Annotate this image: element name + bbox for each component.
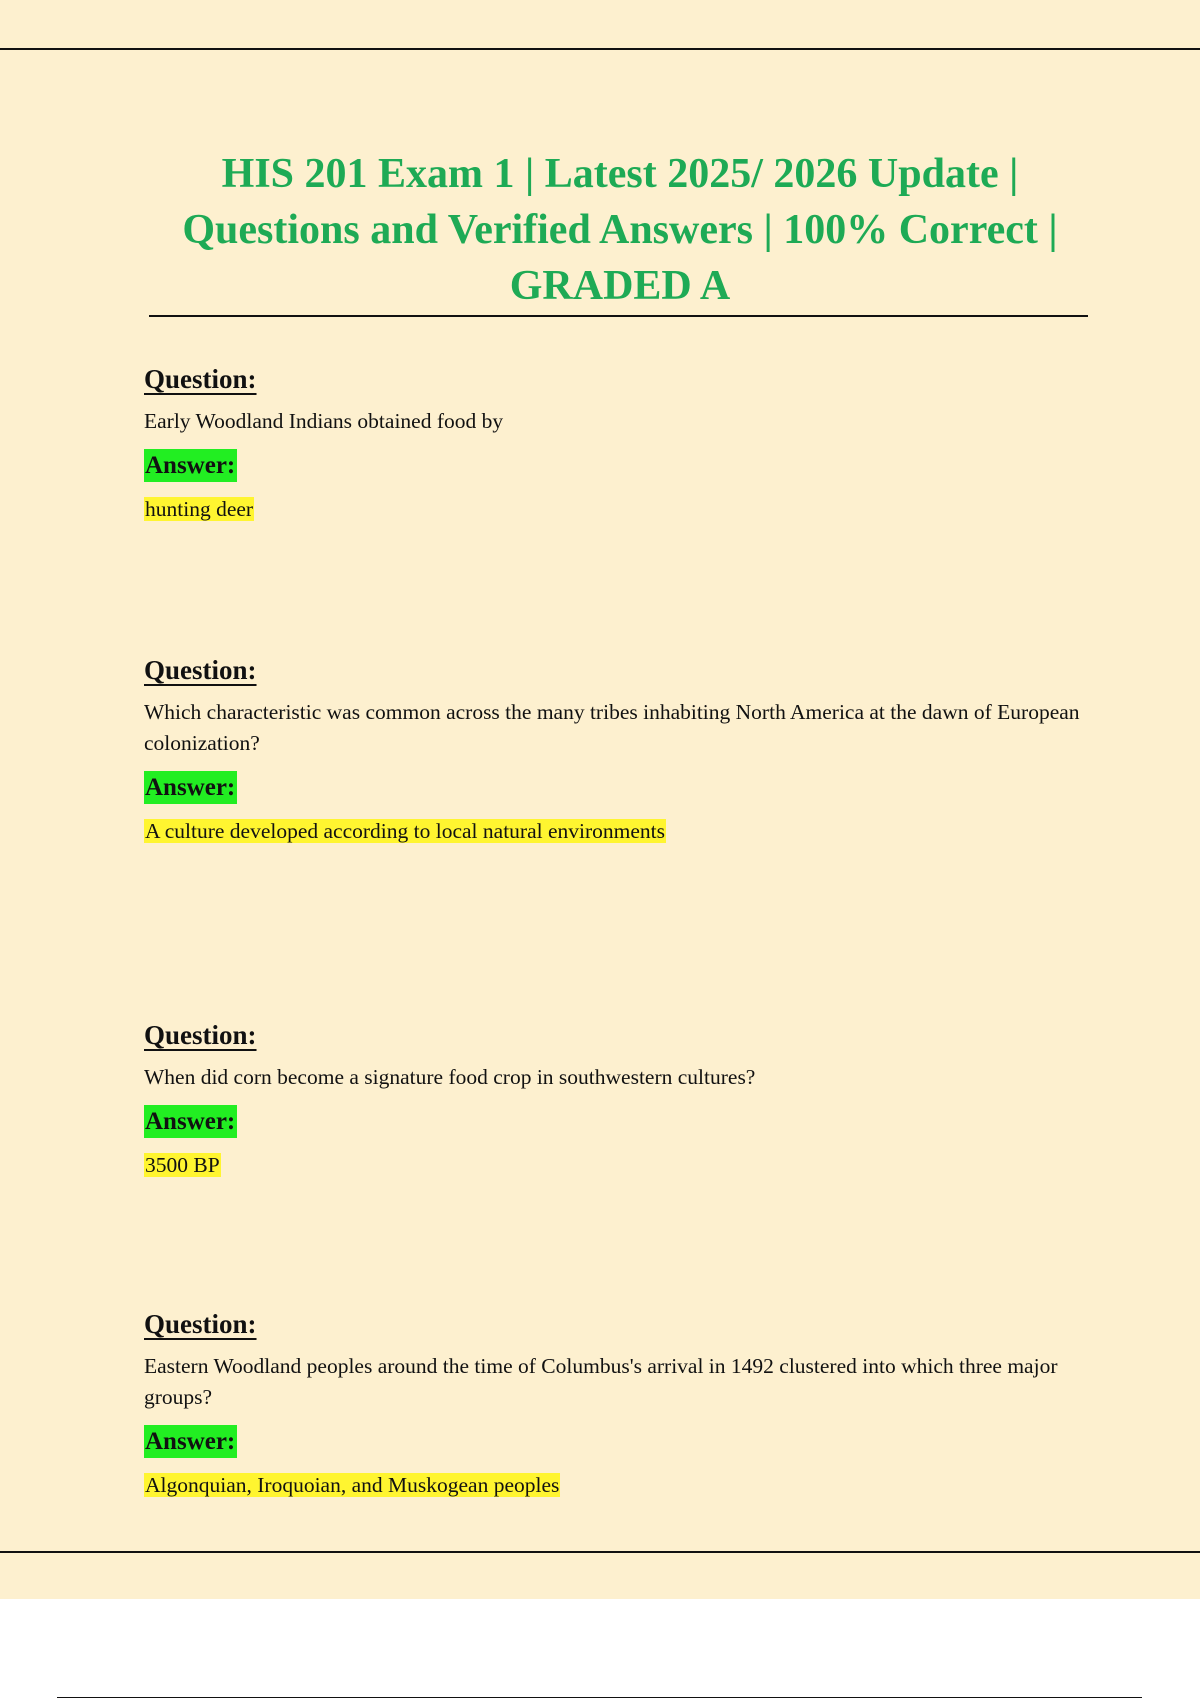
top-divider (0, 48, 1200, 50)
qa-item-1 (144, 362, 1084, 523)
document-title: HIS 201 Exam 1 | Latest 2025/ 2026 Update | Questions and Verified Answers | 100% Correct | GRADED A (182, 151, 1058, 309)
answer-label: Answer: (144, 449, 237, 482)
question-label: Question: (144, 1020, 257, 1050)
answer-text: A culture developed according to local natural environments (145, 819, 665, 843)
question-label: Question: (144, 364, 257, 394)
next-page-divider (57, 1697, 1142, 1698)
question-label: Question: (144, 655, 257, 685)
answer-text: 3500 BP (145, 1153, 220, 1177)
answer-text: hunting deer (145, 497, 254, 521)
question-label: Question: (144, 1309, 257, 1339)
title-underline (149, 315, 1088, 317)
question-text: When did corn become a signature food crop in southwestern cultures? (144, 1065, 756, 1089)
question-text: Eastern Woodland peoples around the time of Columbus's arrival in 1492 clustered into which three major groups? (144, 1354, 1058, 1409)
question-text: Which characteristic was common across the many tribes inhabiting North America at the dawn of European colonization? (144, 700, 1080, 755)
qa-item-3 (144, 1018, 1084, 1179)
bottom-divider (0, 1551, 1200, 1553)
answer-label: Answer: (144, 1105, 237, 1138)
answer-label: Answer: (144, 771, 237, 804)
qa-item-2 (144, 653, 1084, 845)
answer-label: Answer: (144, 1425, 237, 1458)
question-text: Early Woodland Indians obtained food by (144, 409, 504, 433)
answer-text: Algonquian, Iroquoian, and Muskogean peoples (145, 1473, 560, 1497)
qa-item-4 (144, 1307, 1084, 1499)
